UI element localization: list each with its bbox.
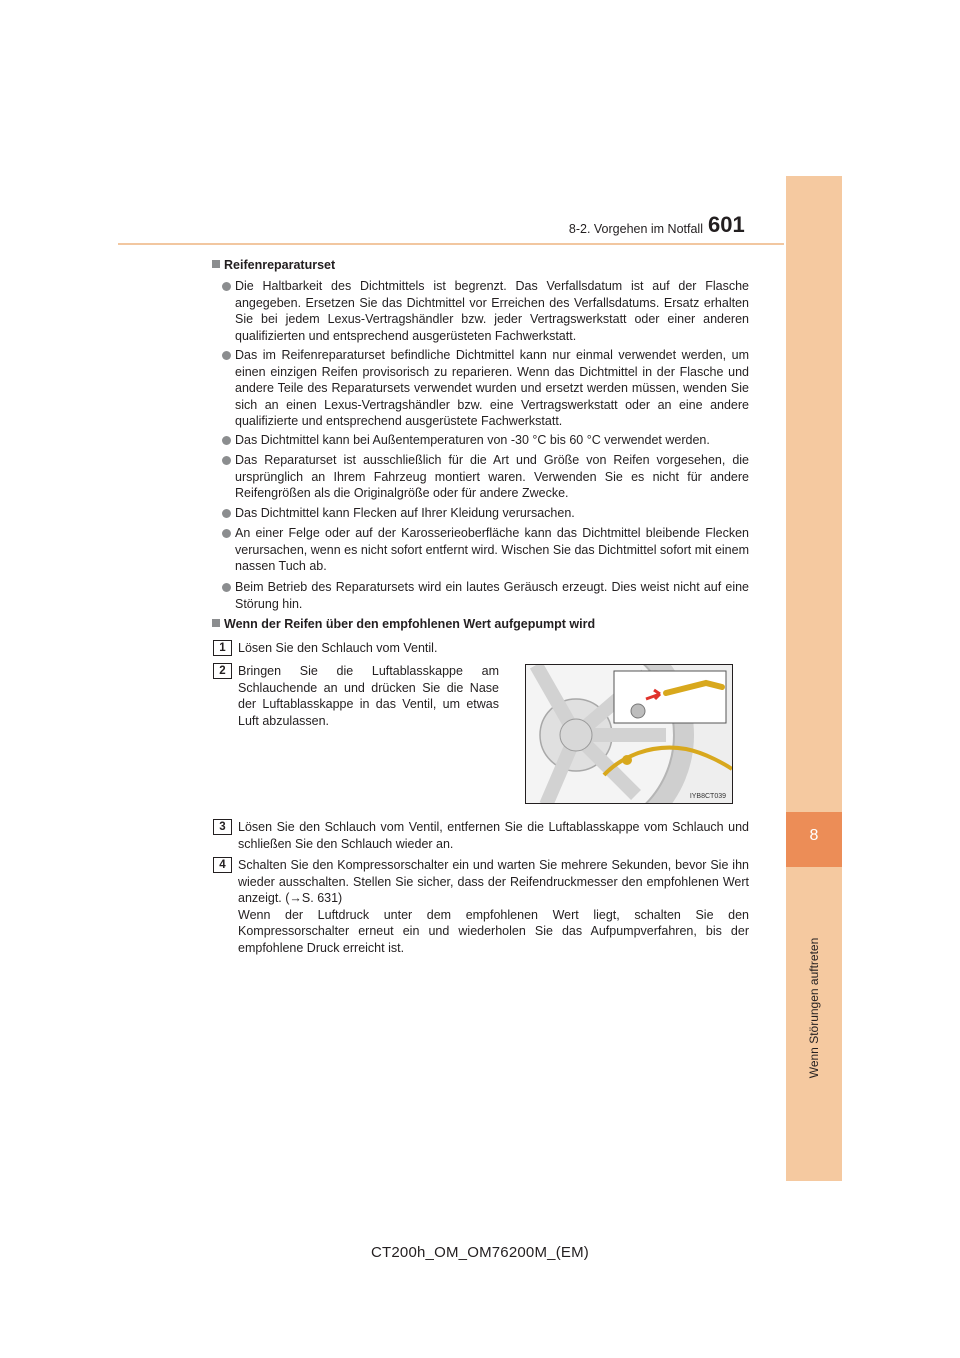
section-heading-repair-kit <box>212 258 335 272</box>
step-text: Schalten Sie den Kompressorschalter ein und warten Sie mehrere Sekunden, bevor Sie ihn wieder ausschalten. Stellen Sie sicher, dass der Reifendruckmesser den empfohlenen Wert anzeigt. (→S. 631) Wenn der Luftdruck unter dem empfohlenen Wert liegt, schalten Sie den Kompressorschalter erneut ein und wiederholen Sie das Aufpumpverfahren, bis der empfohlene Druck erreicht ist. <box>238 858 749 955</box>
step-number: 4 <box>213 857 232 873</box>
list-item-text: Das im Reifenreparaturset befindliche Dichtmittel kann nur einmal verwendet werden, um einen einzigen Reifen provisorisch zu reparieren. Wenn das Dichtmittel in der Flasche und andere Teile des Reparatursets verwendet wurden und ersetzt werden müssen, wenden Sie sich an einen Lexus-Vertragshändler bzw. eine Vertragswerkstatt oder an eine andere qualifizierte und entsprechend ausgerüstete Fachwerkstatt. <box>235 348 749 428</box>
list-item-text: Die Haltbarkeit des Dichtmittels ist begrenzt. Das Verfallsdatum ist auf der Flasche angegeben. Ersetzen Sie das Dichtmittel vor Erreichen des Verfallsdatums. Ersatz erhalten Sie bei jedem Lexus-Vertragshändler bzw. jeder Vertragswerkstatt oder einer anderen qualifizierten und entsprechend ausgerüsteten Fachwerkstatt. <box>235 279 749 343</box>
heading-text: Wenn der Reifen über den empfohlenen Wert aufgepumpt wird <box>224 617 596 631</box>
wheel-icon <box>526 665 732 803</box>
square-bullet-icon <box>212 260 220 268</box>
step-text: Bringen Sie die Luftablasskappe am Schlauchende an und drücken Sie die Nase der Luftablasskappe in das Ventil, um etwas Luft abzulassen. <box>238 664 499 728</box>
bullet-icon <box>222 583 231 592</box>
list-item-text: An einer Felge oder auf der Karosserieoberfläche kann das Dichtmittel bleibende Flecken verursachen, wenn es nicht sofort entfernt wird. Wischen Sie das Dichtmittel sofort mit einem nassen Tuch ab. <box>235 526 749 573</box>
list-item <box>222 347 749 430</box>
list-item <box>222 525 749 575</box>
list-item <box>222 505 749 522</box>
list-item-text: Das Dichtmittel kann Flecken auf Ihrer Kleidung verursachen. <box>235 506 575 520</box>
section-title: 8-2. Vorgehen im Notfall <box>568 222 703 236</box>
list-item-text: Das Dichtmittel kann bei Außentemperaturen von -30 °C bis 60 °C verwendet werden. <box>235 433 710 447</box>
page-number: 601 <box>708 212 745 237</box>
step-text: Lösen Sie den Schlauch vom Ventil, entfernen Sie die Luftablasskappe vom Schlauch und schließen Sie den Schlauch wieder an. <box>238 820 749 851</box>
list-item <box>222 278 749 344</box>
list-item <box>222 452 749 502</box>
chapter-number: 8 <box>809 827 819 844</box>
step-item <box>213 857 749 956</box>
step-number: 3 <box>213 819 232 835</box>
bullet-icon <box>222 509 231 518</box>
step-item <box>213 819 749 852</box>
square-bullet-icon <box>212 619 220 627</box>
section-heading-overinflation <box>212 617 595 631</box>
bullet-icon <box>222 282 231 291</box>
bullet-icon <box>222 351 231 360</box>
chapter-title: Wenn Störungen auftreten <box>807 937 821 1079</box>
list-item-text: Das Reparaturset ist ausschließlich für die Art und Größe von Reifen vorgesehen, die ursprünglich an Ihrem Fahrzeug montiert waren. Verwenden Sie es nicht für andere Reifengrößen als die Originalgröße oder für andere Zwecke. <box>235 453 749 500</box>
tire-valve-illustration <box>525 664 733 804</box>
step-text: Lösen Sie den Schlauch vom Ventil. <box>238 641 438 655</box>
step-item <box>213 663 499 729</box>
heading-text: Reifenreparaturset <box>224 258 336 272</box>
step-item <box>213 640 749 657</box>
step-number: 1 <box>213 640 232 656</box>
footer-doc-id: CT200h_OM_OM76200M_(EM) <box>370 1244 589 1261</box>
bullet-icon <box>222 529 231 538</box>
header-rule <box>118 243 784 245</box>
list-item <box>222 432 749 449</box>
list-item-text: Beim Betrieb des Reparatursets wird ein lautes Geräusch erzeugt. Dies weist nicht auf eine Störung hin. <box>235 580 749 611</box>
figure-code: IYB8CT039 <box>689 793 726 800</box>
step-number: 2 <box>213 663 232 679</box>
list-item <box>222 579 749 612</box>
bullet-icon <box>222 436 231 445</box>
bullet-icon <box>222 456 231 465</box>
